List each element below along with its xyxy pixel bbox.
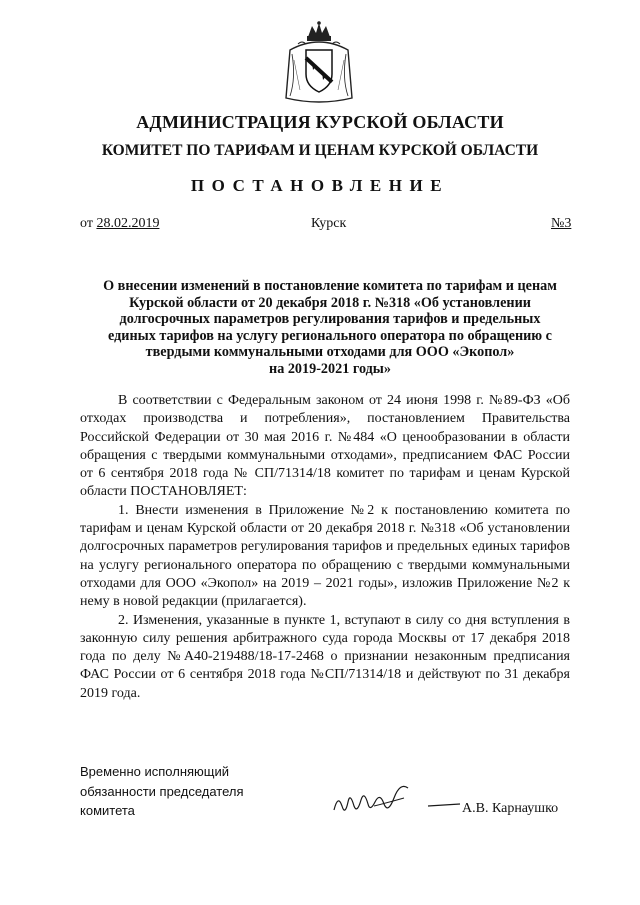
date-prefix: от (80, 216, 97, 231)
coat-of-arms-emblem (282, 20, 356, 108)
committee-title: КОМИТЕТ ПО ТАРИФАМ И ЦЕНАМ КУРСКОЙ ОБЛАСТИ (101, 142, 539, 159)
org-title: АДМИНИСТРАЦИЯ КУРСКОЙ ОБЛАСТИ (136, 112, 504, 132)
subject-line: долгосрочных параметров регулирования тарифов и предельных (119, 311, 541, 328)
subject-line: твердыми коммунальными отходами для ООО «Экопол» (145, 344, 515, 361)
signatory-name: А.В. Карнаушко (462, 801, 559, 816)
document-date: 28.02.2019 (96, 216, 160, 231)
document-subject (80, 278, 580, 378)
city-label: Курск (311, 216, 347, 231)
position-line: Временно исполняющий (80, 764, 230, 779)
subject-line: Курской области от 20 декабря 2018 г. №318 «Об установлении (129, 294, 531, 311)
document-number: №3 (551, 216, 572, 231)
preamble-paragraph: В соответствии с Федеральным законом от 24 июня 1998 г. №89-ФЗ «Об отходах производства и потребления», постановлением Правительства Российской Федерации от 30 мая 2016 г. №484 «О ценообразовании в области обращения с твердыми коммунальными отходами», предписанием ФАС России от 6 сентября 2018 года № СП/71314/18 комитет по тарифам и ценам Курской области ПОСТАНОВЛЯЕТ: (80, 393, 570, 500)
subject-line: О внесении изменений в постановление комитета по тарифам и ценам (103, 278, 557, 294)
handwritten-signature (330, 776, 462, 822)
document-type-heading: ПОСТАНОВЛЕНИЕ (190, 176, 450, 195)
subject-line: на 2019-2021 годы» (269, 360, 391, 377)
clause-paragraph: 2. Изменения, указанные в пункте 1, вступают в силу со дня вступления в законную силу решения арбитражного суда города Москвы от 17 декабря 2018 года по делу №А40-219488/18-17-2468 о признании незаконным предписания ФАС России от 6 сентября 2018 года №СП/71314/18 и действуют по 31 декабря 2019 года. (80, 612, 570, 701)
position-line: обязанности председателя (80, 783, 244, 799)
date-field (80, 216, 159, 232)
clause-paragraph: 1. Внести изменения в Приложение №2 к постановлению комитета по тарифам и ценам Курской области от 20 декабря 2018 г. №318 «Об установлении долгосрочных параметров регулирования тарифов и предельных единых тарифов на услугу регионального оператора по обращению с твердыми коммунальными отходами для ООО «Экопол» на 2019 – 2021 годы», изложив Приложение №2 к нему в новой редакции (прилагается). (80, 502, 570, 610)
document-body (80, 392, 570, 703)
signatory-position (80, 762, 244, 821)
subject-line: единых тарифов на услугу регионального оператора по обращению с (108, 327, 552, 344)
position-line: комитета (80, 803, 135, 818)
